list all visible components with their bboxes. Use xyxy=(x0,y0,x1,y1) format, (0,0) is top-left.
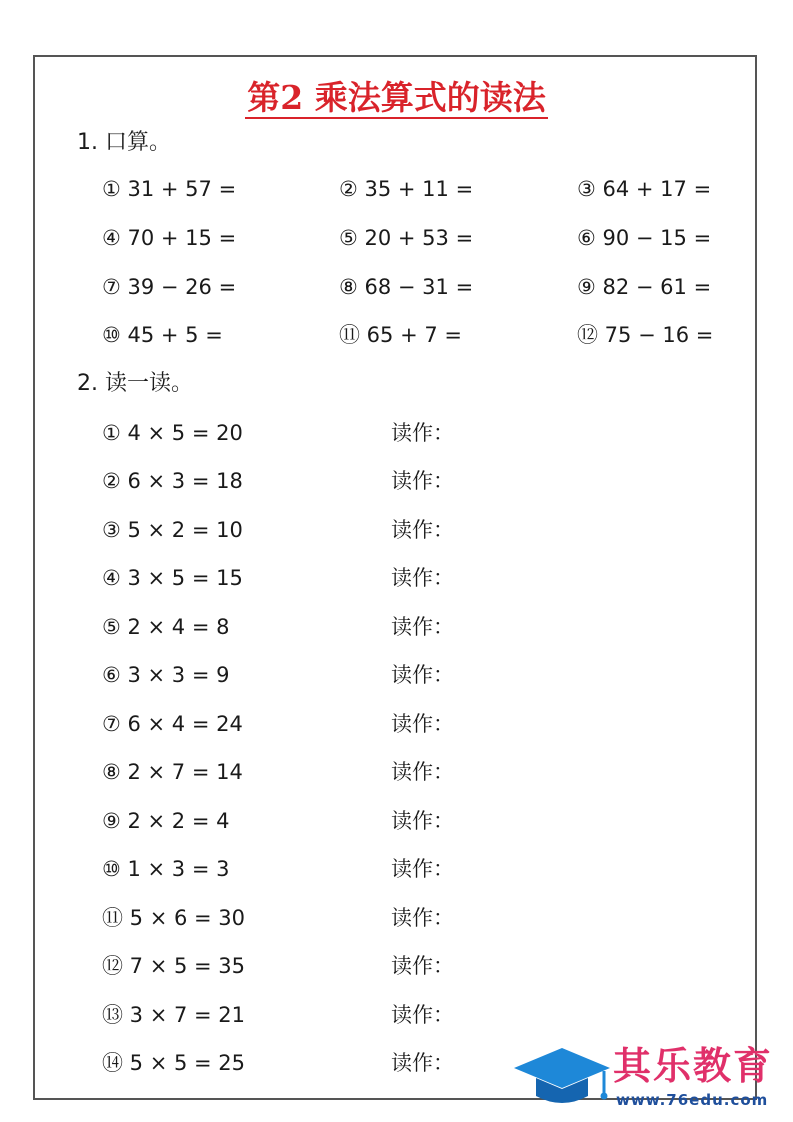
read-equation: ⑭ 5 × 5 = 25 xyxy=(102,1051,246,1075)
calc-item: ⑩ 45 + 5 = xyxy=(102,323,223,347)
read-label: 读作： xyxy=(391,615,454,639)
section-heading-mental-math: 1. 口算。 xyxy=(77,130,171,155)
read-equation: ② 6 × 3 = 18 xyxy=(102,469,243,493)
read-equation: ⑪ 5 × 6 = 30 xyxy=(102,906,246,930)
logo-name: 其乐教育 xyxy=(613,1044,774,1088)
worksheet-title-text: 第2 乘法算式的读法 xyxy=(247,78,546,117)
calc-item: ⑨ 82 − 61 = xyxy=(577,275,712,299)
read-label: 读作： xyxy=(391,1051,454,1075)
read-label: 读作： xyxy=(391,518,454,542)
calc-item: ② 35 + 11 = xyxy=(339,177,474,201)
read-equation: ⑫ 7 × 5 = 35 xyxy=(102,954,246,978)
read-label: 读作： xyxy=(391,421,454,445)
read-label: 读作： xyxy=(391,663,454,687)
read-label: 读作： xyxy=(391,712,454,736)
worksheet-title xyxy=(0,76,793,120)
read-equation: ④ 3 × 5 = 15 xyxy=(102,566,243,590)
calc-item: ⑤ 20 + 53 = xyxy=(339,226,474,250)
read-equation: ③ 5 × 2 = 10 xyxy=(102,518,243,542)
read-equation: ⑩ 1 × 3 = 3 xyxy=(102,857,230,881)
read-label: 读作： xyxy=(391,954,454,978)
graduation-cap-icon xyxy=(512,1044,612,1110)
read-equation: ⑧ 2 × 7 = 14 xyxy=(102,760,243,784)
read-equation: ⑥ 3 × 3 = 9 xyxy=(102,663,230,687)
calc-item: ① 31 + 57 = xyxy=(102,177,237,201)
calc-item: ③ 64 + 17 = xyxy=(577,177,712,201)
section-heading-read: 2. 读一读。 xyxy=(77,371,193,396)
calc-item: ⑪ 65 + 7 = xyxy=(339,323,462,347)
calc-item: ⑫ 75 − 16 = xyxy=(577,323,714,347)
read-label: 读作： xyxy=(391,809,454,833)
read-equation: ① 4 × 5 = 20 xyxy=(102,421,243,445)
logo-url: www.76edu.com xyxy=(616,1091,769,1109)
read-equation: ⑬ 3 × 7 = 21 xyxy=(102,1003,246,1027)
read-label: 读作： xyxy=(391,1003,454,1027)
calc-item: ⑧ 68 − 31 = xyxy=(339,275,474,299)
read-label: 读作： xyxy=(391,857,454,881)
calc-item: ⑥ 90 − 15 = xyxy=(577,226,712,250)
read-equation: ⑨ 2 × 2 = 4 xyxy=(102,809,230,833)
read-equation: ⑦ 6 × 4 = 24 xyxy=(102,712,243,736)
read-equation: ⑤ 2 × 4 = 8 xyxy=(102,615,230,639)
calc-item: ④ 70 + 15 = xyxy=(102,226,237,250)
read-label: 读作： xyxy=(391,760,454,784)
calc-item: ⑦ 39 − 26 = xyxy=(102,275,237,299)
read-label: 读作： xyxy=(391,566,454,590)
read-label: 读作： xyxy=(391,469,454,493)
read-label: 读作： xyxy=(391,906,454,930)
